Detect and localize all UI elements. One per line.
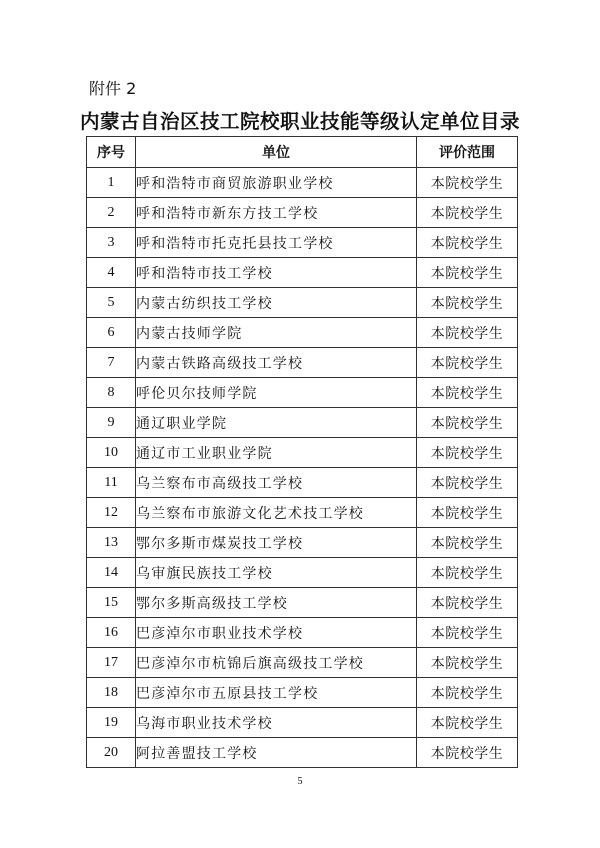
- unit-name-cell: 乌兰察布市高级技工学校: [136, 468, 417, 498]
- unit-name-cell: 呼和浩特市新东方技工学校: [136, 198, 417, 228]
- evaluation-scope-cell: 本院校学生: [417, 288, 518, 318]
- attachment-label: 附件 2: [89, 79, 137, 98]
- serial-number-cell: 14: [87, 558, 136, 588]
- table-row: [87, 198, 518, 228]
- table-row: [87, 288, 518, 318]
- serial-number-cell: 2: [87, 198, 136, 228]
- serial-number-cell: 11: [87, 468, 136, 498]
- table-row: [87, 378, 518, 408]
- table-row: [87, 498, 518, 528]
- table-row: [87, 588, 518, 618]
- header-evaluation-scope: 评价范围: [417, 137, 518, 168]
- evaluation-scope-cell: 本院校学生: [417, 498, 518, 528]
- unit-name-cell: 乌海市职业技术学校: [136, 708, 417, 738]
- serial-number-cell: 10: [87, 438, 136, 468]
- table-row: [87, 228, 518, 258]
- serial-number-cell: 8: [87, 378, 136, 408]
- serial-number-cell: 13: [87, 528, 136, 558]
- evaluation-scope-cell: 本院校学生: [417, 168, 518, 198]
- unit-name-cell: 呼和浩特市技工学校: [136, 258, 417, 288]
- evaluation-scope-cell: 本院校学生: [417, 738, 518, 768]
- evaluation-scope-cell: 本院校学生: [417, 408, 518, 438]
- evaluation-scope-cell: 本院校学生: [417, 198, 518, 228]
- serial-number-cell: 6: [87, 318, 136, 348]
- serial-number-cell: 5: [87, 288, 136, 318]
- header-serial-number: 序号: [87, 137, 136, 168]
- evaluation-scope-cell: 本院校学生: [417, 228, 518, 258]
- table-row: [87, 438, 518, 468]
- serial-number-cell: 16: [87, 618, 136, 648]
- serial-number-cell: 20: [87, 738, 136, 768]
- header-unit: 单位: [136, 137, 417, 168]
- unit-name-cell: 内蒙古纺织技工学校: [136, 288, 417, 318]
- table-row: [87, 168, 518, 198]
- table-row: [87, 468, 518, 498]
- unit-name-cell: 呼和浩特市商贸旅游职业学校: [136, 168, 417, 198]
- table-row: [87, 648, 518, 678]
- table-row: [87, 408, 518, 438]
- serial-number-cell: 18: [87, 678, 136, 708]
- serial-number-cell: 15: [87, 588, 136, 618]
- evaluation-scope-cell: 本院校学生: [417, 708, 518, 738]
- table-header-row: [87, 137, 518, 168]
- evaluation-scope-cell: 本院校学生: [417, 318, 518, 348]
- table-row: [87, 558, 518, 588]
- table-row: [87, 318, 518, 348]
- document-title: 内蒙古自治区技工院校职业技能等级认定单位目录: [79, 110, 520, 133]
- evaluation-scope-cell: 本院校学生: [417, 588, 518, 618]
- table-row: [87, 528, 518, 558]
- unit-name-cell: 呼伦贝尔技师学院: [136, 378, 417, 408]
- evaluation-scope-cell: 本院校学生: [417, 648, 518, 678]
- evaluation-scope-cell: 本院校学生: [417, 678, 518, 708]
- unit-name-cell: 内蒙古铁路高级技工学校: [136, 348, 417, 378]
- unit-name-cell: 鄂尔多斯高级技工学校: [136, 588, 417, 618]
- serial-number-cell: 19: [87, 708, 136, 738]
- unit-name-cell: 乌兰察布市旅游文化艺术技工学校: [136, 498, 417, 528]
- unit-name-cell: 阿拉善盟技工学校: [136, 738, 417, 768]
- unit-name-cell: 通辽市工业职业学院: [136, 438, 417, 468]
- evaluation-scope-cell: 本院校学生: [417, 468, 518, 498]
- evaluation-scope-cell: 本院校学生: [417, 258, 518, 288]
- table-row: [87, 738, 518, 768]
- table-row: [87, 618, 518, 648]
- evaluation-scope-cell: 本院校学生: [417, 558, 518, 588]
- evaluation-scope-cell: 本院校学生: [417, 378, 518, 408]
- table-row: [87, 348, 518, 378]
- unit-name-cell: 呼和浩特市托克托县技工学校: [136, 228, 417, 258]
- table-body: [87, 168, 518, 768]
- unit-name-cell: 通辽职业学院: [136, 408, 417, 438]
- serial-number-cell: 9: [87, 408, 136, 438]
- serial-number-cell: 12: [87, 498, 136, 528]
- unit-name-cell: 巴彦淖尔市五原县技工学校: [136, 678, 417, 708]
- table-row: [87, 708, 518, 738]
- table-row: [87, 258, 518, 288]
- serial-number-cell: 4: [87, 258, 136, 288]
- unit-name-cell: 巴彦淖尔市职业技术学校: [136, 618, 417, 648]
- evaluation-scope-cell: 本院校学生: [417, 348, 518, 378]
- evaluation-scope-cell: 本院校学生: [417, 438, 518, 468]
- table-row: [87, 678, 518, 708]
- unit-name-cell: 巴彦淖尔市杭锦后旗高级技工学校: [136, 648, 417, 678]
- serial-number-cell: 3: [87, 228, 136, 258]
- serial-number-cell: 7: [87, 348, 136, 378]
- evaluation-scope-cell: 本院校学生: [417, 618, 518, 648]
- page-number: 5: [297, 776, 303, 787]
- unit-name-cell: 鄂尔多斯市煤炭技工学校: [136, 528, 417, 558]
- evaluation-scope-cell: 本院校学生: [417, 528, 518, 558]
- unit-name-cell: 内蒙古技师学院: [136, 318, 417, 348]
- unit-directory-table: [86, 136, 518, 768]
- unit-name-cell: 乌审旗民族技工学校: [136, 558, 417, 588]
- serial-number-cell: 1: [87, 168, 136, 198]
- serial-number-cell: 17: [87, 648, 136, 678]
